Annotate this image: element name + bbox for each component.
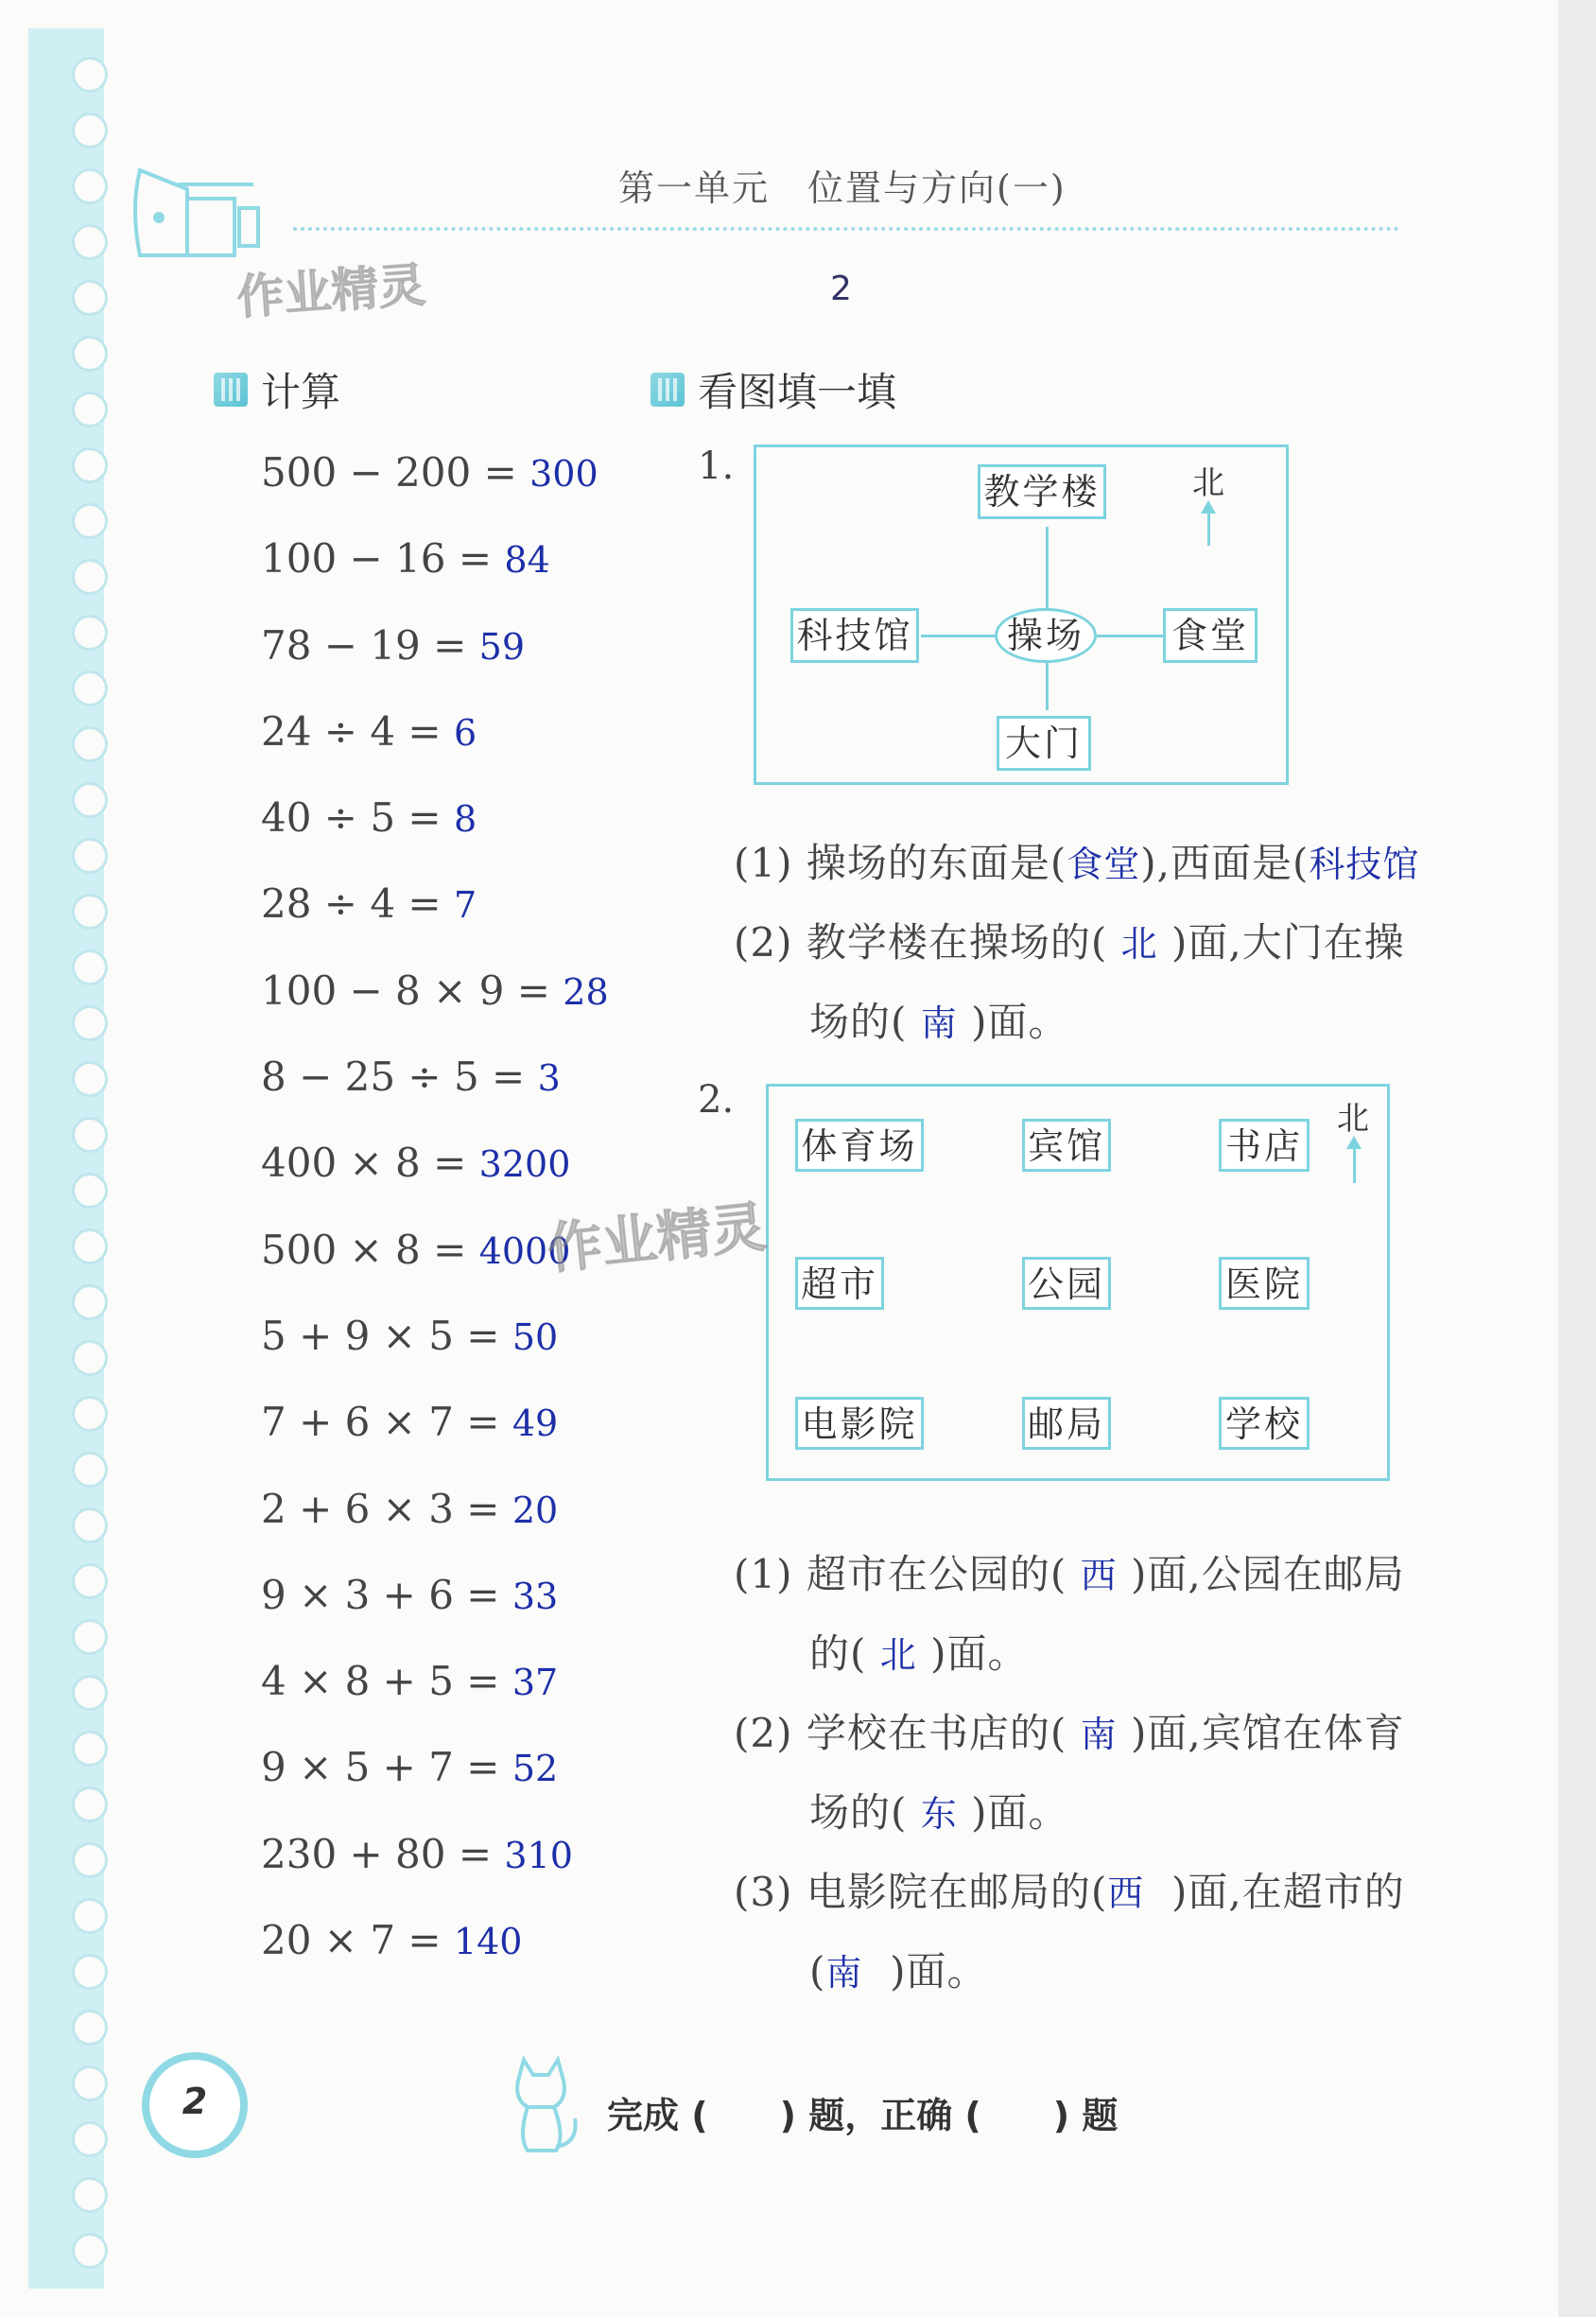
answer-blank: 南 [825, 1952, 863, 1994]
spiral-strip [28, 28, 104, 2289]
binding-hole [72, 1117, 108, 1153]
calc-expression: 9 × 5 + 7 = [261, 1744, 512, 1791]
calc-item [261, 1049, 658, 1135]
place-box: 超市 [795, 1257, 884, 1310]
book-icon [651, 373, 685, 407]
place-playground: 操场 [995, 608, 1097, 663]
binding-hole [72, 671, 108, 706]
binding-hole [72, 1061, 108, 1097]
place-teaching-building: 教学楼 [978, 464, 1106, 519]
place-box: 医院 [1219, 1257, 1310, 1310]
calc-answer: 49 [512, 1402, 559, 1445]
calc-expression: 2 + 6 × 3 = [261, 1485, 512, 1532]
binding-hole [72, 782, 108, 818]
calc-answer: 52 [512, 1748, 559, 1790]
q2-sentence-1: (1) 超市在公园的( 西 )面,公园在邮局 [734, 1551, 1405, 1597]
calc-answer: 33 [512, 1575, 559, 1617]
calc-item [261, 963, 658, 1049]
calc-item [261, 1826, 658, 1912]
fill-heading [651, 361, 896, 418]
connector-line [1046, 527, 1049, 612]
answer-blank: 北 [1120, 923, 1158, 965]
binding-hole [72, 168, 108, 204]
calc-expression: 500 − 200 = [261, 449, 530, 496]
answer-blank: 东 [920, 1793, 958, 1835]
north-arrow-icon [1201, 500, 1216, 514]
calc-expression: 230 + 80 = [261, 1830, 505, 1877]
calc-answer: 140 [453, 1921, 523, 1963]
calc-expression: 8 − 25 ÷ 5 = [261, 1054, 538, 1101]
binding-hole [72, 615, 108, 651]
calc-answer: 6 [453, 711, 477, 754]
page-number-badge [142, 2052, 248, 2158]
north-label: 北 [1337, 1100, 1369, 1138]
binding-hole [72, 1786, 108, 1822]
binding-hole [72, 559, 108, 595]
calc-answer: 7 [453, 884, 477, 927]
north-label: 北 [1192, 464, 1224, 502]
place-box: 书店 [1219, 1119, 1310, 1172]
binding-hole [72, 57, 108, 93]
calc-item [261, 1481, 658, 1567]
page-number: 2 [182, 2081, 208, 2122]
calc-answer: 50 [512, 1315, 559, 1358]
binding-hole [72, 894, 108, 930]
binding-hole [72, 1173, 108, 1209]
calc-expression: 4 × 8 + 5 = [261, 1658, 512, 1705]
calc-answer: 20 [512, 1489, 559, 1531]
q1-sentence-2-cont: 场的( 南 )面。 [809, 999, 1069, 1045]
binding-hole [72, 1507, 108, 1543]
calc-answer: 59 [478, 625, 526, 668]
watermark-center: 作业精灵 [544, 1194, 770, 1281]
place-canteen: 食堂 [1163, 608, 1258, 663]
binding-hole [72, 2065, 108, 2101]
binding-hole [72, 1842, 108, 1878]
desk-illustration-icon [121, 151, 272, 274]
binding-hole [72, 336, 108, 372]
north-arrow-icon [1346, 1136, 1362, 1149]
q2-sentence-3-cont: (南 )面。 [809, 1948, 988, 1995]
calc-expression: 24 ÷ 4 = [261, 707, 454, 755]
calc-expression: 9 × 3 + 6 = [261, 1571, 512, 1618]
calc-expression: 40 ÷ 5 = [261, 794, 454, 842]
completion-tally: 完成 ( ) 题，正确 ( ) 题 [607, 2095, 1119, 2136]
q1-map [754, 444, 1289, 785]
calc-item [261, 444, 658, 531]
calc-expression: 78 − 19 = [261, 621, 479, 669]
q2-map [766, 1084, 1390, 1481]
calc-answer: 3 [537, 1057, 561, 1100]
place-gate: 大门 [997, 716, 1091, 771]
fill-heading-label: 看图填一填 [698, 369, 897, 415]
binding-hole [72, 1954, 108, 1990]
place-box: 学校 [1219, 1397, 1310, 1450]
place-box: 宾馆 [1022, 1119, 1111, 1172]
binding-hole [72, 392, 108, 427]
binding-hole [72, 949, 108, 985]
answer-blank: 食堂 [1067, 844, 1141, 885]
page-title: 第一单元 位置与方向(一) [618, 167, 1067, 209]
calc-item [261, 1653, 658, 1739]
calc-item [261, 1308, 658, 1394]
header-divider [293, 227, 1399, 231]
place-box: 公园 [1022, 1257, 1111, 1310]
binding-hole [72, 1396, 108, 1432]
calc-item [261, 1394, 658, 1480]
calc-answer: 8 [453, 798, 477, 841]
q2-number: 2. [698, 1078, 735, 1122]
watermark-top: 作业精灵 [234, 257, 428, 325]
calc-item [261, 531, 658, 617]
answer-blank: 南 [920, 1002, 958, 1044]
binding-hole [72, 1005, 108, 1041]
calc-answer: 300 [529, 453, 598, 495]
binding-hole [72, 280, 108, 316]
calc-item [261, 704, 658, 790]
calc-expression: 100 − 16 = [261, 535, 505, 583]
place-box: 邮局 [1022, 1397, 1111, 1450]
calc-expression: 5 + 9 × 5 = [261, 1312, 512, 1359]
answer-blank: 西 [1080, 1555, 1118, 1596]
binding-hole [72, 838, 108, 874]
connector-line [1097, 635, 1169, 637]
calc-item [261, 1912, 658, 1998]
binding-hole [72, 2121, 108, 2157]
q1-sentence-2: (2) 教学楼在操场的( 北 )面,大门在操 [734, 919, 1405, 966]
calc-answer: 3200 [478, 1143, 571, 1186]
calc-heading-label: 计算 [261, 369, 341, 415]
binding-hole [72, 1563, 108, 1599]
book-icon [214, 373, 248, 407]
binding-hole [72, 224, 108, 260]
page-index: 2 [830, 270, 852, 308]
calc-item [261, 876, 658, 962]
q2-sentence-1-cont: 的( 北 )面。 [809, 1630, 1029, 1677]
binding-hole [72, 1675, 108, 1711]
cat-icon [499, 2052, 584, 2156]
calc-expression: 20 × 7 = [261, 1917, 454, 1964]
answer-blank: 西 [1107, 1873, 1145, 1914]
answer-blank: 北 [879, 1634, 917, 1676]
calc-expression: 500 × 8 = [261, 1226, 479, 1273]
binding-hole [72, 2233, 108, 2269]
q2-sentence-2: (2) 学校在书店的( 南 )面,宾馆在体育 [734, 1710, 1405, 1756]
binding-hole [72, 2177, 108, 2213]
calc-answer: 310 [504, 1834, 573, 1876]
answer-blank: 科技馆 [1309, 844, 1420, 885]
calc-answer: 37 [512, 1662, 559, 1704]
calc-item [261, 1739, 658, 1825]
answer-blank: 南 [1080, 1714, 1118, 1755]
binding-hole [72, 1340, 108, 1376]
binding-hole [72, 113, 108, 148]
place-science-hall: 科技馆 [790, 608, 919, 663]
place-box: 体育场 [795, 1119, 924, 1172]
binding-hole [72, 1452, 108, 1488]
place-box: 电影院 [795, 1397, 924, 1450]
binding-hole [72, 503, 108, 539]
q1-sentence-1: (1) 操场的东面是(食堂),西面是(科技馆 [734, 840, 1420, 886]
binding-hole [72, 2010, 108, 2046]
north-arrow [1207, 510, 1210, 546]
calc-expression: 400 × 8 = [261, 1140, 479, 1187]
binding-hole [72, 1898, 108, 1934]
binding-hole [72, 1228, 108, 1264]
calc-heading [214, 361, 340, 418]
calc-expression: 28 ÷ 4 = [261, 880, 454, 928]
calc-item [261, 790, 658, 876]
q1-number: 1. [698, 444, 735, 488]
calc-item [261, 618, 658, 704]
q2-sentence-2-cont: 场的( 东 )面。 [809, 1789, 1069, 1836]
binding-hole [72, 1284, 108, 1320]
calc-answer: 28 [563, 970, 609, 1013]
calc-item [261, 1567, 658, 1653]
binding-hole [72, 1619, 108, 1655]
north-arrow [1353, 1145, 1356, 1183]
q2-sentence-3: (3) 电影院在邮局的(西 )面,在超市的 [734, 1869, 1405, 1915]
binding-hole [72, 1731, 108, 1767]
connector-line [1046, 663, 1049, 710]
page-edge [1558, 0, 1596, 2317]
binding-hole [72, 726, 108, 762]
calc-answer: 4000 [478, 1229, 571, 1272]
calc-answer: 84 [504, 539, 550, 582]
binding-hole [72, 447, 108, 483]
connector-line [921, 635, 997, 637]
calc-expression: 7 + 6 × 7 = [261, 1399, 512, 1446]
calc-expression: 100 − 8 × 9 = [261, 967, 564, 1014]
